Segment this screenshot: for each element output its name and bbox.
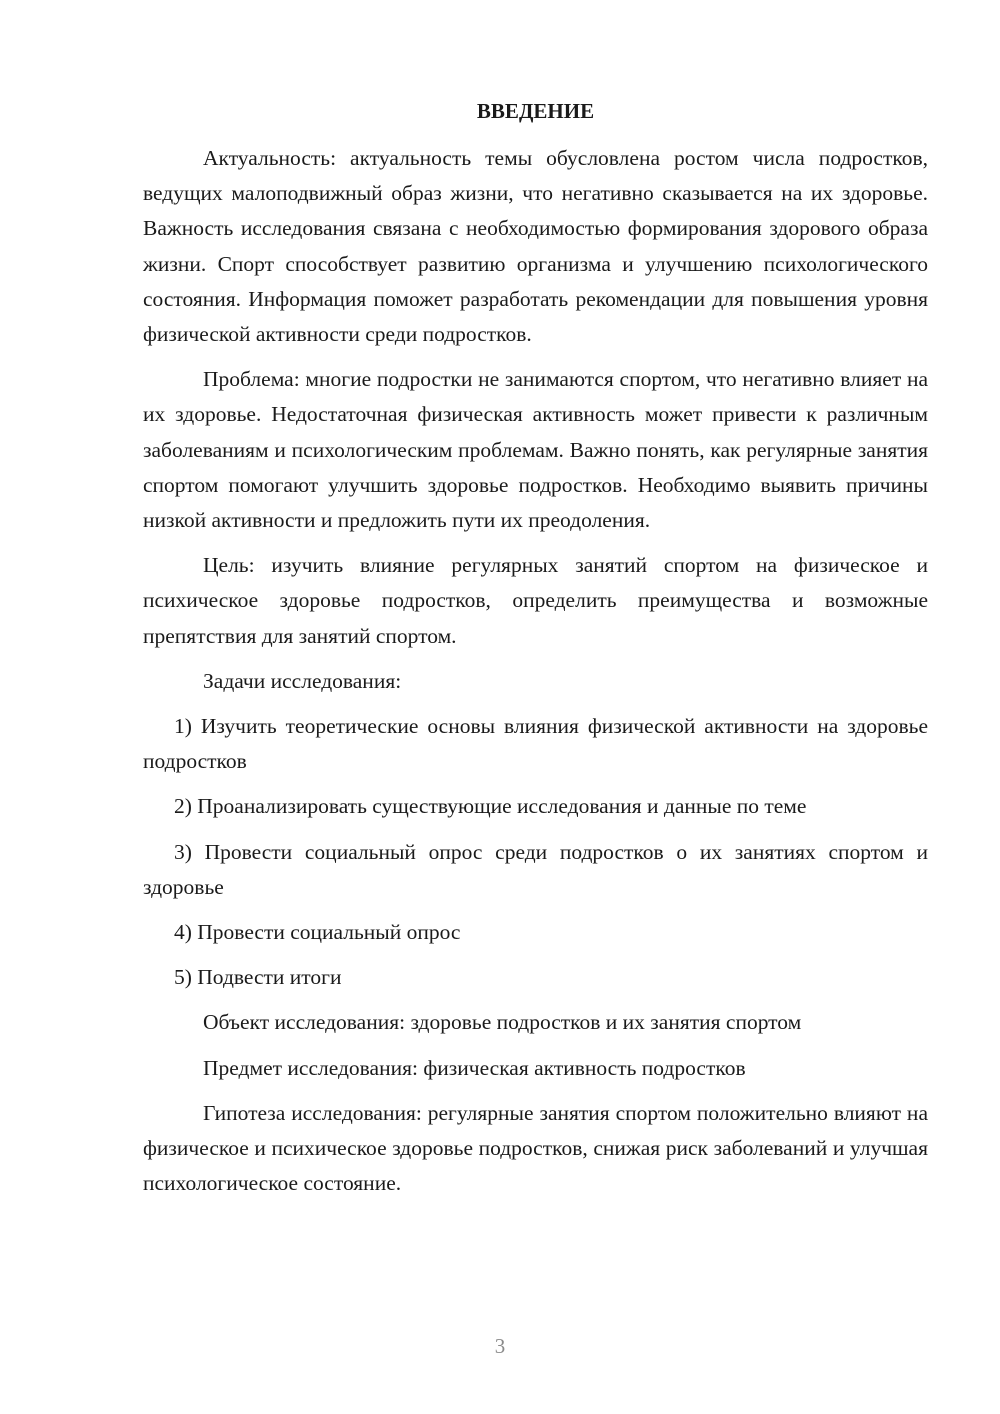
object-line: Объект исследования: здоровье подростков и их занятия спортом <box>203 1010 802 1035</box>
task-item: 3) Провести социальный опрос среди подростков о их занятиях спортом и здоровье <box>143 839 928 899</box>
subject-line: Предмет исследования: физическая активность подростков <box>203 1055 746 1080</box>
relevance-paragraph: Актуальность: актуальность темы обусловлена ростом числа подростков, ведущих малоподвижный образ жизни, что негативно сказывается на их здоровье. Важность исследования связана с необходимостью формирования здорового образа жизни. Спорт способствует развитию организма и улучшению психологического состояния. Информация поможет разработать рекомендации для повышения уровня физической активности среди подростков. <box>143 146 928 347</box>
page-content <box>143 94 928 1211</box>
task-item: 2) Проанализировать существующие исследования и данные по теме <box>174 794 807 819</box>
problem-paragraph: Проблема: многие подростки не занимаются спортом, что негативно влияет на их здоровье. Недостаточная физическая активность может привести к различным заболеваниям и психологическим проблемам. Важно понять, как регулярные занятия спортом помогают улучшить здоровье подростков. Необходимо выявить причины низкой активности и предложить пути их преодоления. <box>143 367 928 533</box>
task-item: 5) Подвести итоги <box>174 965 342 990</box>
section-heading: ВВЕДЕНИЕ <box>476 99 595 123</box>
page-number: 3 <box>494 1334 506 1358</box>
goal-paragraph: Цель: изучить влияние регулярных занятий спортом на физическое и психическое здоровье подростков, определить преимущества и возможные препятствия для занятий спортом. <box>143 553 928 648</box>
task-item: 1) Изучить теоретические основы влияния физической активности на здоровье подростков <box>143 714 928 774</box>
hypothesis-paragraph: Гипотеза исследования: регулярные занятия спортом положительно влияют на физическое и психическое здоровье подростков, снижая риск заболеваний и улучшая психологическое состояние. <box>143 1100 928 1196</box>
task-item: 4) Провести социальный опрос <box>174 920 461 945</box>
tasks-title: Задачи исследования: <box>203 668 402 693</box>
